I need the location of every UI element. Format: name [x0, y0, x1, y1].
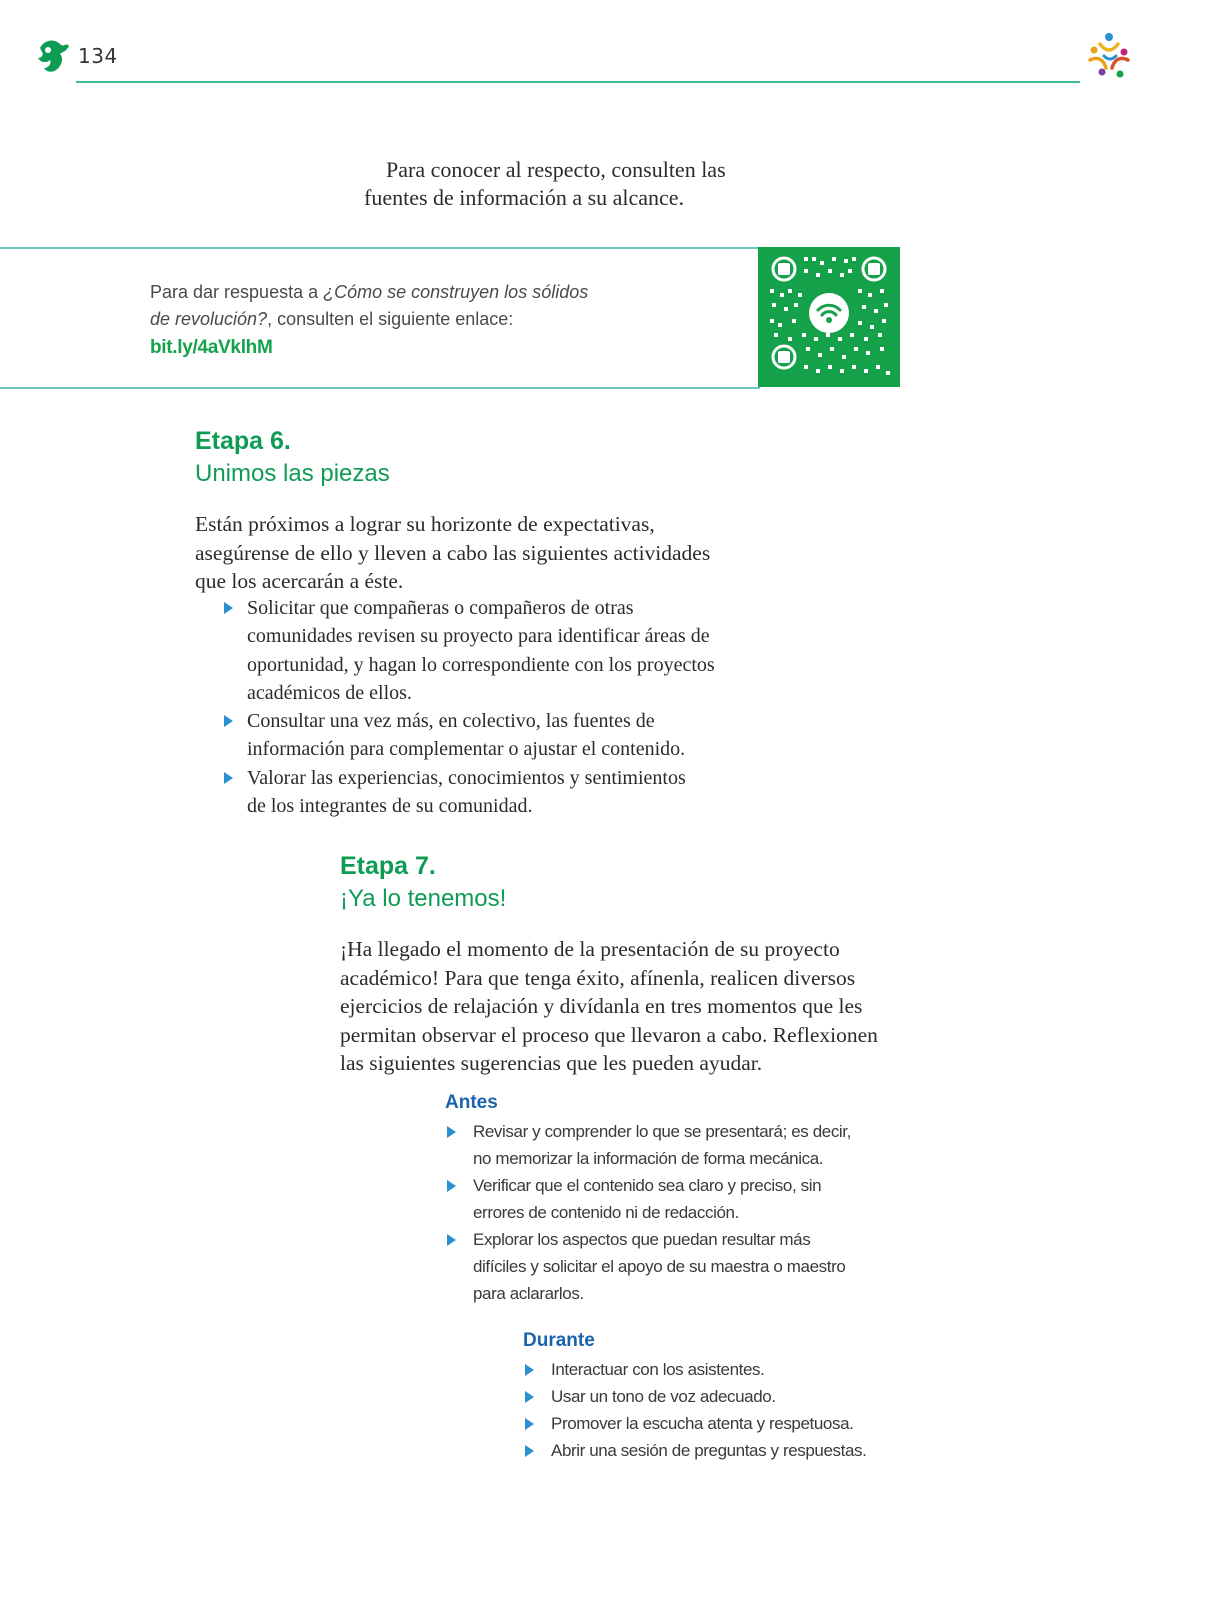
bullet-icon	[224, 602, 233, 614]
header-rule	[76, 81, 1080, 83]
bullet-icon	[447, 1234, 456, 1246]
list-item-line: errores de contenido ni de redacción.	[473, 1203, 739, 1222]
bullet-icon	[525, 1445, 534, 1457]
link-text-suffix: , consulten el siguiente enlace:	[267, 309, 514, 329]
qr-code[interactable]	[758, 247, 900, 387]
intro-line: Para conocer al respecto, consulten las	[386, 157, 726, 182]
durante-list	[522, 1356, 866, 1464]
list-item	[444, 1226, 851, 1307]
etapa-6-paragraph	[195, 510, 710, 596]
intro-line: fuentes de información a su alcance.	[364, 185, 685, 210]
paragraph-line: ejercicios de relajación y divídanla en tres momentos que les	[340, 994, 863, 1018]
intro-text	[364, 156, 764, 212]
list-item	[522, 1437, 866, 1464]
list-item-line: Promover la escucha atenta y respetuosa.	[551, 1414, 854, 1433]
list-item-line: Verificar que el contenido sea claro y preciso, sin	[473, 1176, 822, 1195]
list-item-line: académicos de ellos.	[247, 681, 412, 704]
list-item-line: para aclararlos.	[473, 1284, 584, 1303]
list-item-line: Explorar los aspectos que puedan resultar más	[473, 1230, 811, 1249]
antes-heading: Antes	[445, 1092, 498, 1113]
bullet-icon	[525, 1391, 534, 1403]
list-item	[221, 594, 715, 707]
list-item-line: Valorar las experiencias, conocimientos y sentimientos	[247, 766, 686, 789]
page-number: 134	[78, 44, 118, 68]
list-item	[522, 1383, 866, 1410]
bullet-icon	[447, 1126, 456, 1138]
paragraph-line: académico! Para que tenga éxito, afínenla, realicen diversos	[340, 965, 856, 990]
list-item-line: oportunidad, y hagan lo correspondiente con los proyectos	[247, 653, 715, 676]
list-item-line: Consultar una vez más, en colectivo, las fuentes de	[247, 710, 655, 733]
etapa-6-number: Etapa 6.	[195, 427, 291, 455]
list-item	[444, 1118, 851, 1172]
list-item-line: información para complementar o ajustar el contenido.	[247, 738, 686, 761]
list-item-line: no memorizar la información de forma mecánica.	[473, 1149, 824, 1168]
paragraph-line: que los acercarán a éste.	[195, 569, 404, 593]
book-series-logo-icon	[36, 38, 70, 74]
list-item-line: Solicitar que compañeras o compañeros de otras	[247, 597, 634, 619]
link-text-question: ¿Cómo se construyen los sólidos	[323, 282, 589, 302]
link-text-question-end: de revolución?	[150, 309, 268, 329]
paragraph-line: permitan observar el proceso que llevaron a cabo. Reflexionen	[340, 1022, 878, 1047]
bullet-icon	[447, 1180, 456, 1192]
list-item-line: Interactuar con los asistentes.	[551, 1360, 765, 1379]
etapa-6-title: Unimos las piezas	[195, 460, 390, 487]
paragraph-line: asegúrense de ello y lleven a cabo las siguientes actividades	[195, 540, 711, 565]
list-item	[444, 1172, 851, 1226]
bullet-icon	[525, 1364, 534, 1376]
list-item	[221, 764, 715, 821]
list-item	[522, 1356, 866, 1383]
bullet-icon	[525, 1418, 534, 1430]
etapa-7-title: ¡Ya lo tenemos!	[340, 885, 507, 912]
resource-link-box	[0, 247, 760, 389]
link-text-prefix: Para dar respuesta a	[150, 282, 324, 302]
paragraph-line: las siguientes sugerencias que les pueden ayudar.	[340, 1051, 763, 1075]
list-item	[522, 1410, 866, 1437]
antes-list	[444, 1118, 851, 1307]
list-item-line: difíciles y solicitar el apoyo de su maestra o maestro	[473, 1257, 846, 1276]
list-item-line: Revisar y comprender lo que se presentará; es decir,	[473, 1122, 851, 1141]
paragraph-line: ¡Ha llegado el momento de la presentación de su proyecto	[340, 937, 840, 961]
etapa-7-paragraph	[340, 935, 878, 1078]
list-item-line: Abrir una sesión de preguntas y respuestas.	[551, 1441, 867, 1460]
durante-heading: Durante	[523, 1330, 595, 1351]
etapa-6-activity-list	[221, 594, 715, 820]
link-box-text	[150, 279, 690, 361]
list-item-line: comunidades revisen su proyecto para identificar áreas de	[247, 625, 710, 648]
list-item	[221, 707, 715, 764]
bullet-icon	[224, 715, 233, 727]
list-item-line: Usar un tono de voz adecuado.	[551, 1387, 776, 1406]
resource-url-link[interactable]: bit.ly/4aVklhM	[150, 337, 273, 358]
community-emblem-icon	[1082, 30, 1136, 84]
etapa-7-number: Etapa 7.	[340, 852, 436, 880]
paragraph-line: Están próximos a lograr su horizonte de expectativas,	[195, 512, 655, 536]
qr-code-icon	[758, 247, 900, 387]
bullet-icon	[224, 772, 233, 784]
list-item-line: de los integrantes de su comunidad.	[247, 795, 533, 818]
